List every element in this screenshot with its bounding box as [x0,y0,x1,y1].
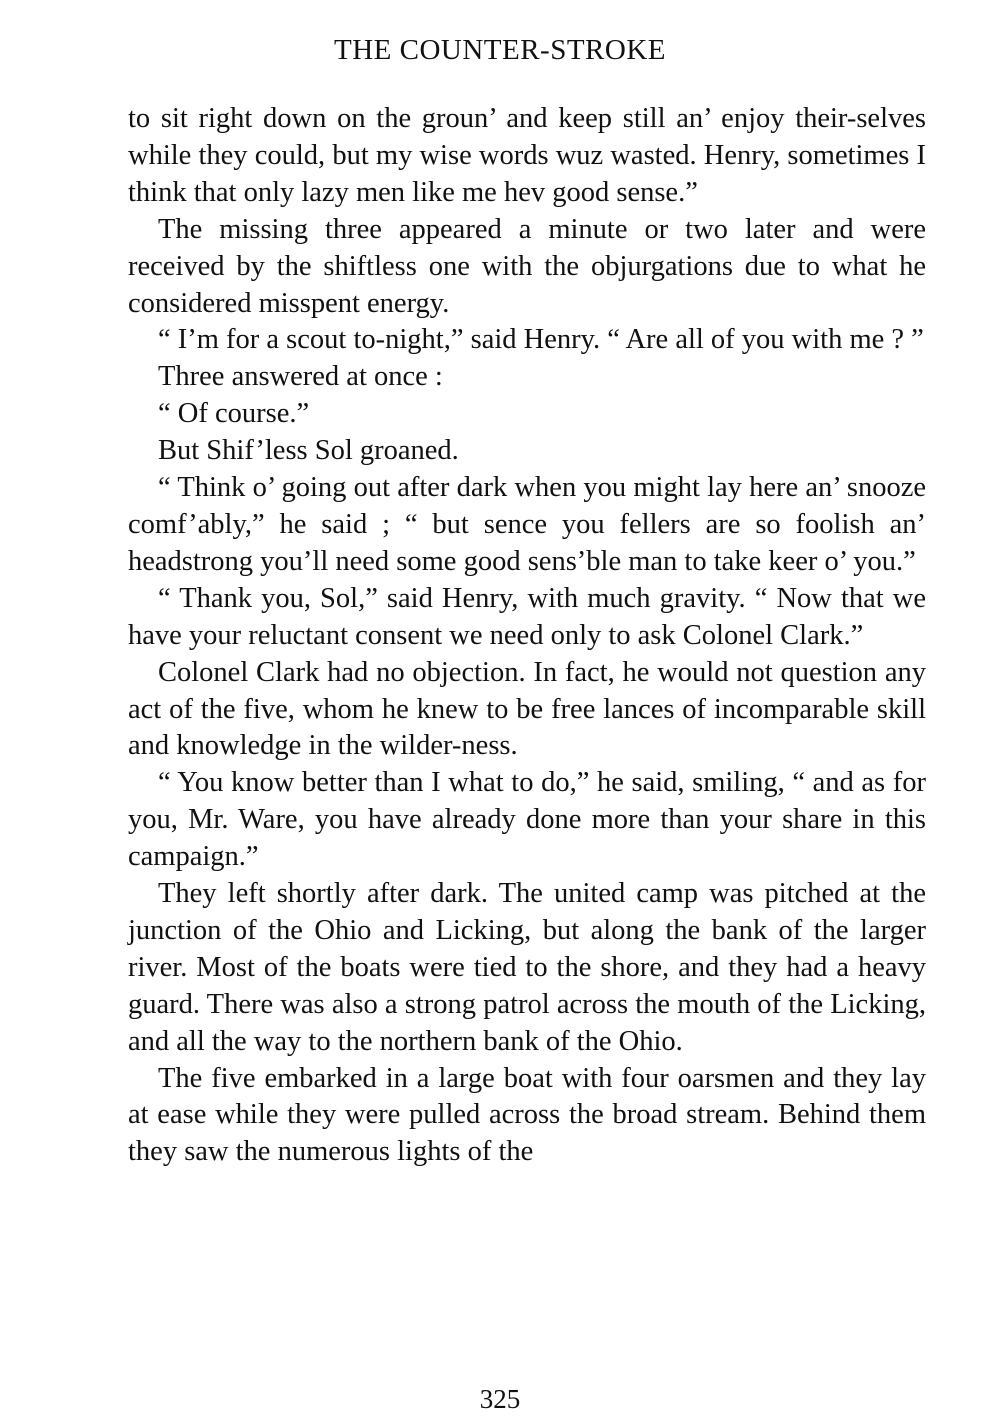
paragraph-continued: to sit right down on the groun’ and keep still an’ enjoy their-selves while they could, but my wise words wuz wasted. Henry, sometimes I think that only lazy men like me hev good sense.” [128,103,926,208]
paragraph: But Shif’less Sol groaned. [158,435,459,467]
page-number: 325 [479,1384,521,1414]
paragraph: “ I’m for a scout to-night,” said Henry. “ Are all of you with me ? ” [158,324,924,356]
paragraph: The missing three appeared a minute or two later and were received by the shiftless one with the objurgations due to what he considered misspent energy. [128,213,926,319]
paragraph: “ Thank you, Sol,” said Henry, with much gravity. “ Now that we have your reluctant consent we need only to ask Colonel Clark.” [128,582,926,651]
paragraph: “ You know better than I what to do,” he said, smiling, “ and as for you, Mr. Ware, you have already done more than your share in this campaign.” [128,767,926,873]
body-text [128,101,926,1171]
paragraph: The five embarked in a large boat with four oarsmen and they lay at ease while they were pulled across the broad stream. Behind them they saw the numerous lights of the [128,1062,926,1168]
running-head: THE COUNTER-STROKE [333,34,666,66]
paragraph: Colonel Clark had no objection. In fact, he would not question any act of the five, whom he knew to be free lances of incomparable skill and knowledge in the wilder-ness. [128,656,926,762]
paragraph: Three answered at once : [158,361,443,393]
paragraph: “ Think o’ going out after dark when you might lay here an’ snooze comf’ably,” he said ; “ but sence you fellers are so foolish an’ headstrong you’ll need some good sens’ble man to take keer o’ you.” [128,472,926,577]
paragraph: They left shortly after dark. The united camp was pitched at the junction of the Ohio and Licking, but along the bank of the larger river. Most of the boats were tied to the shore, and they had a heavy guard. There was also a strong patrol across the mouth of the Licking, and all the way to the northern bank of the Ohio. [128,878,926,1057]
paragraph: “ Of course.” [158,398,310,430]
